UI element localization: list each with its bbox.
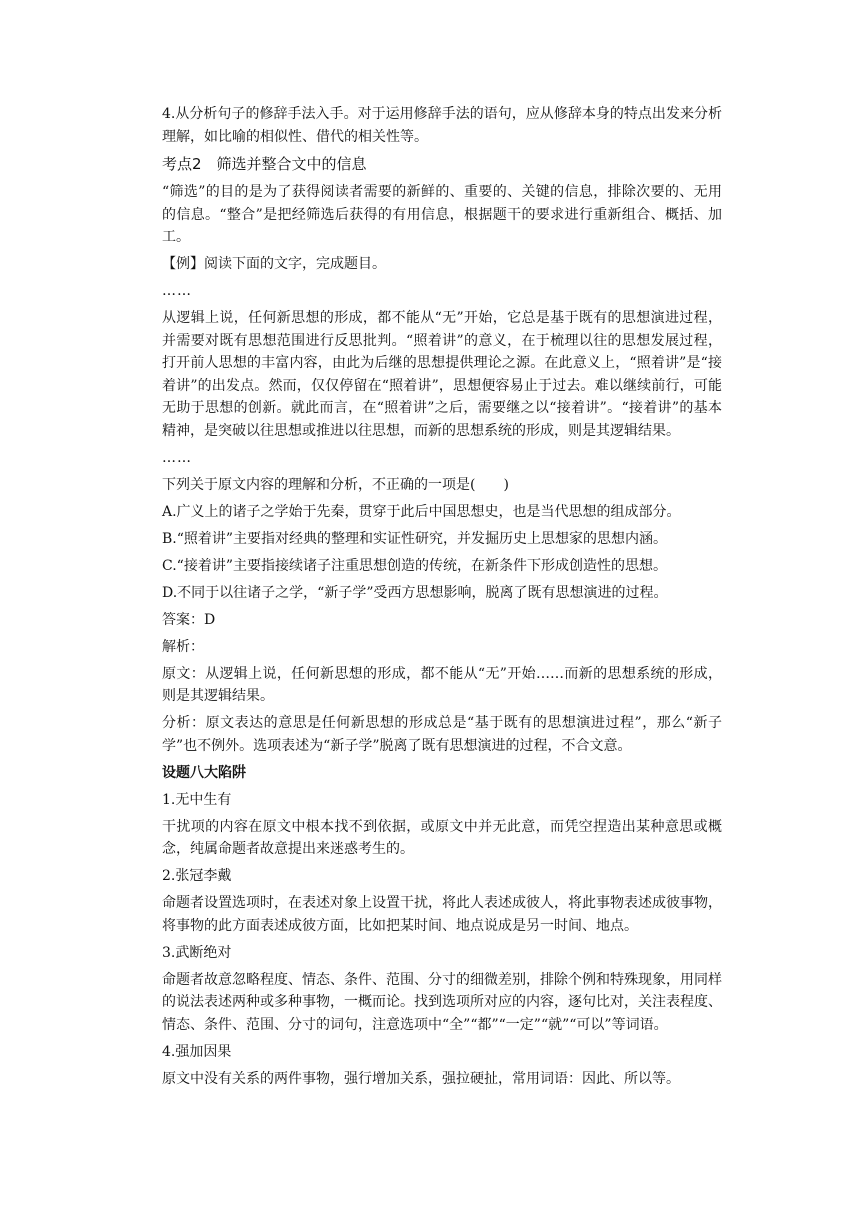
trap-1-text: 干扰项的内容在原文中根本找不到依据，或原文中并无此意，而凭空捏造出某种意思或概念，纯属命题者故意提出来迷惑考生的。 bbox=[162, 818, 722, 857]
trap-2-text: 命题者设置选项时，在表述对象上设置干扰，将此人表述成彼人，将此事物表述成彼事物，将事物的此方面表述成彼方面，比如把某时间、地点说成是另一时间、地点。 bbox=[162, 895, 722, 934]
trap-1-title: 1.无中生有 bbox=[162, 791, 232, 808]
paragraph-rhetoric-tip: 4.从分析句子的修辞手法入手。对于运用修辞手法的语句，应从修辞本身的特点出发来分析理解，如比喻的相似性、借代的相关性等。 bbox=[162, 106, 722, 145]
trap-4-title: 4.强加因果 bbox=[162, 1043, 232, 1060]
paragraph-screening-definition: “筛选”的目的是为了获得阅读者需要的新鲜的、重要的、关键的信息，排除次要的、无用的信息。“整合”是把经筛选后获得的有用信息，根据题干的要求进行重新组合、概括、加工。 bbox=[162, 184, 722, 245]
option-c: C.“接着讲”主要指接续诸子注重思想创造的传统，在新条件下形成创造性的思想。 bbox=[162, 557, 667, 574]
ellipsis-bottom: …… bbox=[162, 449, 192, 466]
trap-2-title: 2.张冠李戴 bbox=[162, 868, 232, 884]
original-text-quote: 原文：从逻辑上说，任何新思想的形成，都不能从“无”开始……而新的思想系统的形成，则是其逻辑结果。 bbox=[162, 665, 722, 704]
analysis-text: 分析：原文表达的意思是任何新思想的形成总是“基于既有的思想演进过程”，那么“新子学”也不例外。选项表述为“新子学”脱离了既有思想演进的过程，不合文意。 bbox=[162, 715, 722, 754]
document-body bbox=[162, 103, 722, 1090]
ellipsis-top: …… bbox=[162, 283, 192, 299]
trap-3-title: 3.武断绝对 bbox=[162, 944, 232, 961]
example-passage: 从逻辑上说，任何新思想的形成，都不能从“无”开始，它总是基于既有的思想演进过程，并需要对既有思想范围进行反思批判。“照着讲”的意义，在于梳理以往的思想发展过程，打开前人思想的丰富内容，由此为后继的思想提供理论之源。在此意义上，“照着讲”是“接着讲”的出发点。然而，仅仅停留在“照着讲”，思想便容易止于过去。难以继续前行，可能无助于思想的创新。就此而言，在“照着讲”之后，需要继之以“接着讲”。“接着讲”的基本精神，是突破以往思想或推进以往思想，而新的思想系统的形成，则是其逻辑结果。 bbox=[162, 310, 722, 439]
question-stem: 下列关于原文内容的理解和分析，不正确的一项是( ) bbox=[162, 476, 509, 493]
option-b: B.“照着讲”主要指对经典的整理和实证性研究，并发掘历史上思想家的思想内涵。 bbox=[162, 530, 668, 547]
answer: 答案：D bbox=[162, 611, 216, 628]
option-d: D.不同于以往诸子之学，“新子学”受西方思想影响，脱离了既有思想演进的过程。 bbox=[162, 584, 668, 601]
section-title: 考点2 筛选并整合文中的信息 bbox=[162, 155, 367, 173]
traps-title: 设题八大陷阱 bbox=[162, 764, 246, 781]
example-intro: 【例】阅读下面的文字，完成题目。 bbox=[162, 256, 386, 272]
trap-3-text: 命题者故意忽略程度、情态、条件、范围、分寸的细微差别，排除个例和特殊现象，用同样的说法表述两种或多种事物，一概而论。找到选项所对应的内容，逐句比对，关注表程度、情态、条件、范围、分寸的词句，注意选项中“全”“都”“一定”“就”“可以”等词语。 bbox=[162, 971, 722, 1033]
option-a: A.广义上的诸子之学始于先秦，贯穿于此后中国思想史，也是当代思想的组成部分。 bbox=[162, 503, 681, 520]
analysis-label: 解析： bbox=[162, 638, 204, 655]
trap-4-text: 原文中没有关系的两件事物，强行增加关系，强拉硬扯，常用词语：因此、所以等。 bbox=[162, 1070, 680, 1087]
